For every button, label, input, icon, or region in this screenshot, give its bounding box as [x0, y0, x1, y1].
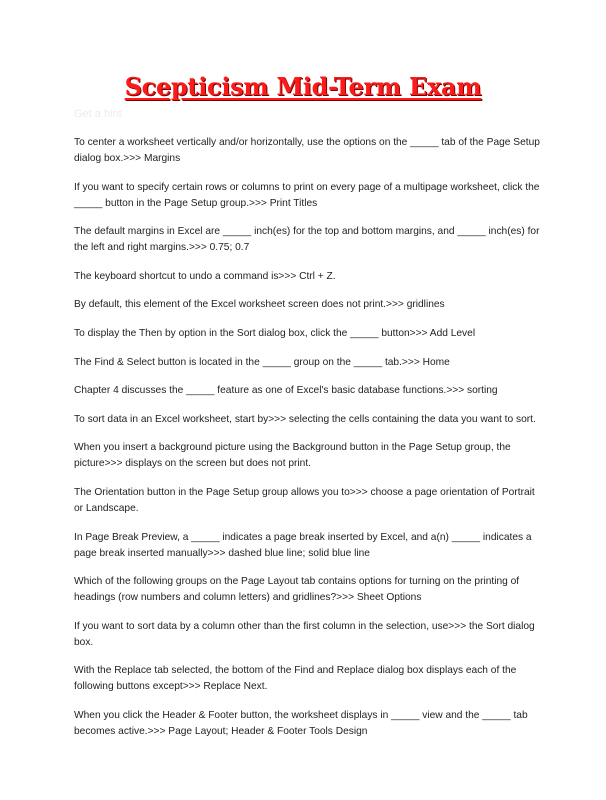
- hint-link[interactable]: Get a hint: [74, 108, 122, 120]
- question-item: If you want to specify certain rows or columns to print on every page of a multipage worksheet, click the _____ button in the Page Setup group.>>> Print Titles: [74, 181, 540, 209]
- question-item: In Page Break Preview, a _____ indicates a page break inserted by Excel, and a(n) _____ indicates a page break inserted manually>>> dashed blue line; solid blue line: [74, 531, 532, 559]
- question-item: By default, this element of the Excel worksheet screen does not print.>>> gridlines: [74, 299, 445, 311]
- question-item: The keyboard shortcut to undo a command is>>> Ctrl + Z.: [74, 270, 336, 282]
- question-item: When you click the Header & Footer button, the worksheet displays in _____ view and the _____ tab becomes active.>>> Page Layout; Header & Footer Tools Design: [74, 709, 528, 737]
- question-item: If you want to sort data by a column other than the first column in the selection, use>>> the Sort dialog box.: [74, 620, 535, 648]
- question-item: The Find & Select button is located in the _____ group on the _____ tab.>>> Home: [74, 356, 450, 368]
- question-item: With the Replace tab selected, the bottom of the Find and Replace dialog box displays each of the following buttons except>>> Replace Next.: [74, 665, 517, 693]
- question-item: To sort data in an Excel worksheet, start by>>> selecting the cells containing the data you want to sort.: [74, 413, 536, 425]
- page-title: Scepticism Mid-Term Exam: [124, 72, 482, 101]
- question-item: When you insert a background picture using the Background button in the Page Setup group, the picture>>> displays on the screen but does not print.: [74, 442, 511, 470]
- question-list: [74, 135, 544, 753]
- question-item: To center a worksheet vertically and/or horizontally, use the options on the _____ tab of the Page Setup dialog box.>>> Margins: [74, 137, 540, 164]
- question-item: To display the Then by option in the Sort dialog box, click the _____ button>>> Add Level: [74, 327, 476, 339]
- question-item: The default margins in Excel are _____ inch(es) for the top and bottom margins, and _____ inch(es) for the left and right margins.>>> 0.75; 0.7: [74, 226, 540, 254]
- question-item: The Orientation button in the Page Setup group allows you to>>> choose a page orientation of Portrait or Landscape.: [74, 486, 535, 514]
- question-item: Chapter 4 discusses the _____ feature as one of Excel's basic database functions.>>> sorting: [74, 385, 498, 397]
- question-item: Which of the following groups on the Page Layout tab contains options for turning on the printing of headings (row numbers and column letters) and gridlines?>>> Sheet Options: [74, 576, 520, 604]
